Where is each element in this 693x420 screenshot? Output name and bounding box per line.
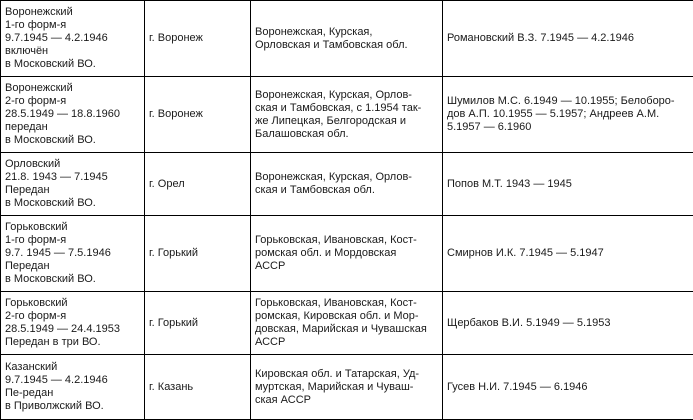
district-line: 1-го форм-я — [5, 19, 140, 32]
hq-cell — [145, 77, 251, 153]
regions-cell — [251, 292, 443, 355]
commanders-line: Шумилов М.С. 6.1949 — 10.1955; Белоборо- — [447, 95, 689, 108]
regions-line: Горьковская, Ивановская, Кост- — [255, 297, 438, 310]
regions-line: ромская, Кировская обл. и Мор- — [255, 310, 438, 323]
table-row — [1, 292, 693, 355]
regions-line: ская и Тамбовская, с 1.1954 так- — [255, 102, 438, 115]
hq-cell — [145, 355, 251, 420]
district-line: в Приволжский ВО. — [5, 400, 140, 413]
regions-line: муртская, Марийская и Чуваш- — [255, 381, 438, 394]
commanders-line: 5.1957 — 6.1960 — [447, 121, 689, 134]
regions-line: Горьковская, Ивановская, Кост- — [255, 234, 438, 247]
table-row — [1, 1, 693, 77]
district-line: Передан — [5, 184, 140, 197]
hq-text: г. Воронеж — [149, 32, 203, 44]
commanders-line: Попов М.Т. 1943 — 1945 — [447, 178, 689, 191]
district-line: Пе-редан — [5, 387, 140, 400]
district-line: Орловский — [5, 158, 140, 171]
district-line: 9.7.1945 — 4.2.1946 — [5, 374, 140, 387]
district-line: включён — [5, 45, 140, 58]
hq-cell — [145, 1, 251, 77]
commanders-cell — [443, 292, 693, 355]
regions-line: Воронежская, Курская, Орлов- — [255, 171, 438, 184]
district-line: Горьковский — [5, 297, 140, 310]
table-row — [1, 77, 693, 153]
regions-line: Орловская и Тамбовская обл. — [255, 39, 438, 52]
regions-line: АССР — [255, 336, 438, 349]
district-line: Казанский — [5, 361, 140, 374]
district-line: Воронежский — [5, 82, 140, 95]
district-line: передан — [5, 121, 140, 134]
commanders-cell — [443, 355, 693, 420]
district-cell — [1, 355, 145, 420]
district-line: Передан — [5, 260, 140, 273]
commanders-line: Смирнов И.К. 7.1945 — 5.1947 — [447, 247, 689, 260]
commanders-cell — [443, 153, 693, 216]
commanders-line: Романовский В.З. 7.1945 — 4.2.1946 — [447, 32, 689, 45]
district-line: в Московский ВО. — [5, 134, 140, 147]
district-line: 2-го форм-я — [5, 310, 140, 323]
regions-cell — [251, 1, 443, 77]
district-line: Горьковский — [5, 221, 140, 234]
hq-cell — [145, 153, 251, 216]
district-line: в Московский ВО. — [5, 58, 140, 71]
district-cell — [1, 216, 145, 292]
district-line: 2-го форм-я — [5, 95, 140, 108]
hq-text: г. Казань — [149, 381, 193, 393]
hq-text: г. Воронеж — [149, 108, 203, 120]
regions-line: Воронежская, Курская, — [255, 26, 438, 39]
regions-cell — [251, 153, 443, 216]
commanders-line: Гусев Н.И. 7.1945 — 6.1946 — [447, 381, 689, 394]
hq-cell — [145, 292, 251, 355]
regions-line: ская и Тамбовская обл. — [255, 184, 438, 197]
district-line: 1-го форм-я — [5, 234, 140, 247]
district-line: Воронежский — [5, 6, 140, 19]
district-line: 9.7. 1945 — 7.5.1946 — [5, 247, 140, 260]
district-line: в Московский ВО. — [5, 197, 140, 210]
commanders-cell — [443, 77, 693, 153]
hq-text: г. Горький — [149, 247, 198, 259]
district-line: в Московский ВО. — [5, 273, 140, 286]
regions-line: же Липецкая, Белгородская и — [255, 115, 438, 128]
district-cell — [1, 292, 145, 355]
regions-cell — [251, 355, 443, 420]
table-row — [1, 216, 693, 292]
regions-cell — [251, 77, 443, 153]
hq-text: г. Горький — [149, 317, 198, 329]
district-line: 21.8. 1943 — 7.1945 — [5, 171, 140, 184]
district-line: Передан в три ВО. — [5, 336, 140, 349]
commanders-line: Щербаков В.И. 5.1949 — 5.1953 — [447, 317, 689, 330]
regions-cell — [251, 216, 443, 292]
regions-line: ская АССР — [255, 394, 438, 407]
regions-line: АССР — [255, 260, 438, 273]
district-line: 28.5.1949 — 24.4.1953 — [5, 323, 140, 336]
hq-text: г. Орел — [149, 178, 185, 190]
table-row — [1, 355, 693, 420]
regions-line: Балашовская обл. — [255, 128, 438, 141]
regions-line: ромская обл. и Мордовская — [255, 247, 438, 260]
district-line: 9.7.1945 — 4.2.1946 — [5, 32, 140, 45]
regions-line: Воронежская, Курская, Орлов- — [255, 89, 438, 102]
district-line: 28.5.1949 — 18.8.1960 — [5, 108, 140, 121]
regions-line: Кировская обл. и Татарская, Уд- — [255, 368, 438, 381]
regions-line: довская, Марийская и Чувашская — [255, 323, 438, 336]
commanders-cell — [443, 1, 693, 77]
commanders-cell — [443, 216, 693, 292]
commanders-line: дов А.П. 10.1955 — 5.1957; Андреев А.М. — [447, 108, 689, 121]
district-cell — [1, 153, 145, 216]
hq-cell — [145, 216, 251, 292]
district-cell — [1, 77, 145, 153]
district-cell — [1, 1, 145, 77]
table-row — [1, 153, 693, 216]
